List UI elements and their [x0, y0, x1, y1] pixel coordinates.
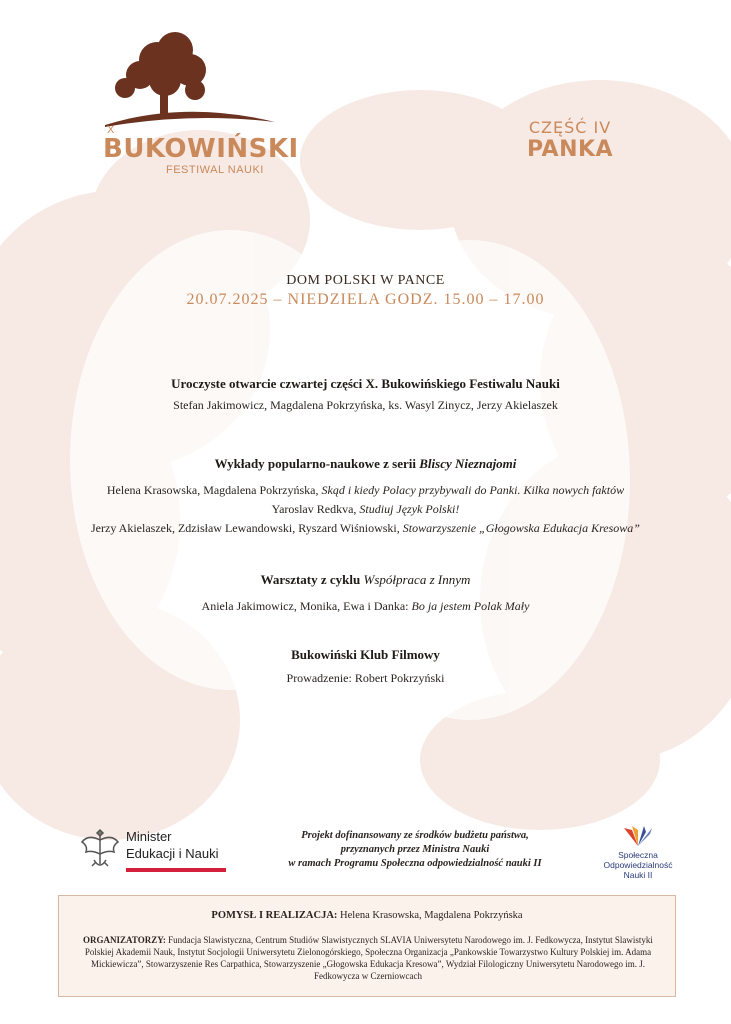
lectures-title	[0, 456, 731, 472]
venue-block	[0, 273, 731, 309]
program-film-club	[0, 647, 731, 688]
book-wings-icon	[618, 824, 658, 848]
lecture-2: Yaroslav Redkva, Studiuj Język Polski!	[271, 502, 460, 516]
lecture-3: Jerzy Akielaszek, Zdzisław Lewandowski, Ryszard Wiśniowski, Stowarzyszenie „Głogowska Edukacja Kresowa”	[91, 521, 640, 535]
workshops-people: Aniela Jakimowicz, Monika, Ewa i Danka: Bo ja jestem Polak Mały	[201, 599, 530, 613]
venue-place: DOM POLSKI W PANCE	[286, 273, 445, 288]
program-workshops	[0, 572, 731, 616]
logo-numeral: X	[107, 124, 115, 136]
lectures-series: Bliscy Nieznajomi	[419, 456, 517, 471]
flag-bar	[126, 868, 226, 872]
logo-title: BUKOWIŃSKI	[103, 134, 299, 164]
lecture-1: Helena Krasowska, Magdalena Pokrzyńska, Skąd i kiedy Polacy przybywali do Panki. Kilka nowych faktów	[106, 483, 625, 497]
lectures-title-prefix: Wykłady popularno-naukowe z serii	[214, 456, 420, 471]
ministry-name: Minister Edukacji i Nauki	[126, 829, 219, 861]
program-lectures	[0, 456, 731, 538]
workshops-title: Warsztaty z cyklu Współpraca z Innym	[260, 572, 471, 587]
program-logo: Społeczna Odpowiedzialność Nauki II	[598, 824, 678, 880]
organizers-credit: ORGANIZATORZY: Fundacja Slawistyczna, Centrum Studiów Slawistycznych SLAVIA Uniwersytetu Narodowego im. J. Fedkowycza, Instytut Slawistyki Polskiej Akademii Nauk, Instytut Socjologii Uniwersytetu Zielonogórskiego, Społeczna Organizacja „Pankowskie Towarzystwo Kultury Polskiej im. Adama Mickiewicza”, Stowarzyszenie Res Carpathica, Stowarzyszenie „Głogowska Edukacja Kresowa”, Wydział Filologiczny Uniwersytetu Narodowego im. J. Fedkowycza w Czerniowcach	[83, 935, 653, 981]
program-opening	[0, 376, 731, 415]
venue-datetime: 20.07.2025 – NIEDZIELA GODZ. 15.00 – 17.00	[186, 291, 545, 308]
ministry-logo	[78, 824, 238, 876]
idea-credit: POMYSŁ I REALIZACJA: Helena Krasowska, Magdalena Pokrzyńska	[211, 910, 523, 921]
film-host: Prowadzenie: Robert Pokrzyński	[286, 671, 445, 685]
credits-box	[58, 895, 676, 997]
tree-logo-icon	[95, 30, 285, 130]
funding-note: Projekt dofinansowany ze środków budżetu państwa, przyznanych przez Ministra Nauki w ramach Programu Społeczna odpowiedzialność nauki II	[288, 830, 542, 869]
part-indicator	[500, 118, 640, 162]
opening-people: Stefan Jakimowicz, Magdalena Pokrzyńska, ks. Wasyl Zinycz, Jerzy Akielaszek	[173, 398, 558, 412]
opening-title: Uroczyste otwarcie czwartej części X. Bukowińskiego Festiwalu Nauki	[171, 376, 560, 391]
part-location: PANKA	[526, 137, 614, 162]
film-title: Bukowiński Klub Filmowy	[291, 647, 440, 662]
eagle-emblem-icon	[78, 824, 122, 874]
festival-logo	[95, 30, 299, 180]
logo-subtitle: FESTIWAL NAUKI	[166, 164, 264, 176]
part-number: CZĘŚĆ IV	[528, 118, 612, 137]
